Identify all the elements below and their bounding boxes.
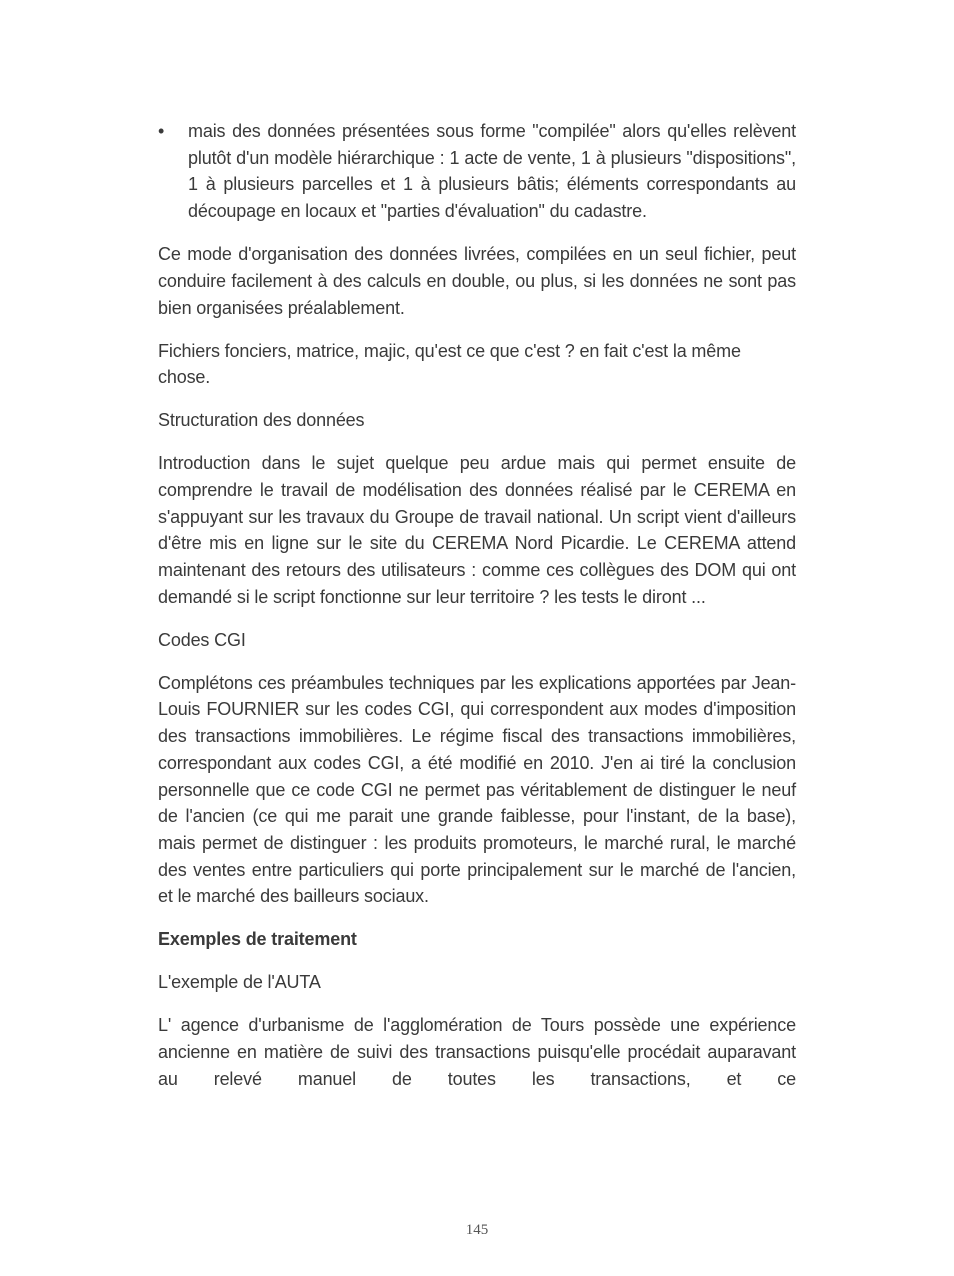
page-number: 145 [465,1222,489,1238]
paragraph-auta: L' agence d'urbanisme de l'agglomération de Tours possède une expérience ancienne en matière de suivi des transactions puisqu'elle procédait auparavant au relevé manuel de toutes les transactions, et ce [158,1015,796,1089]
bullet-item [158,118,796,225]
section-title-codes-cgi: Codes CGI [158,629,246,650]
bullet-icon: • [158,121,165,141]
page-content [158,118,796,1109]
paragraph-codes-cgi: Complétons ces préambules techniques par les explications apportées par Jean-Louis FOURNIER sur les codes CGI, qui correspondent aux modes d'imposition des transactions immobilières. Le régime fiscal des transactions immobilières, correspondant aux codes CGI, a été modifié en 2010. J'en ai tiré la conclusion personnelle que ce code CGI ne permet pas véritablement de distinguer le neuf de l'ancien (ce qui me parait une grande faiblesse, pour l'instant, de la base), mais permet de distinguer : les produits promoteurs, le marché rural, le marché des ventes entre particuliers qui porte principalement sur le marché de l'ancien, et le marché des bailleurs sociaux. [158,672,796,907]
heading-exemples: Exemples de traitement [158,929,357,950]
subheading-auta: L'exemple de l'AUTA [158,972,321,993]
paragraph-fichiers-fonciers: Fichiers fonciers, matrice, majic, qu'est ce que c'est ? en fait c'est la même chose. [158,340,741,388]
paragraph-introduction: Introduction dans le sujet quelque peu ardue mais qui permet ensuite de comprendre le travail de modélisation des données réalisé par le CEREMA en s'appuyant sur les travaux du Groupe de travail national. Un script vient d'ailleurs d'être mis en ligne sur le site du CEREMA Nord Picardie. Le CEREMA attend maintenant des retours des utilisateurs : comme ces collègues des DOM qui ont demandé si le script fonctionne sur leur territoire ? les tests le diront ... [158,453,796,607]
paragraph-organisation: Ce mode d'organisation des données livrées, compilées en un seul fichier, peut conduire facilement à des calculs en double, ou plus, si les données ne sont pas bien organisées préalablement. [158,244,796,318]
bullet-text: mais des données présentées sous forme "compilée" alors qu'elles relèvent plutôt d'un modèle hiérarchique : 1 acte de vente, 1 à plusieurs "dispositions", 1 à plusieurs parcelles et 1 à plusieurs bâtis; éléments correspondants au découpage en locaux et "parties d'évaluation" du cadastre. [188,121,796,222]
section-title-structuration: Structuration des données [158,410,365,431]
